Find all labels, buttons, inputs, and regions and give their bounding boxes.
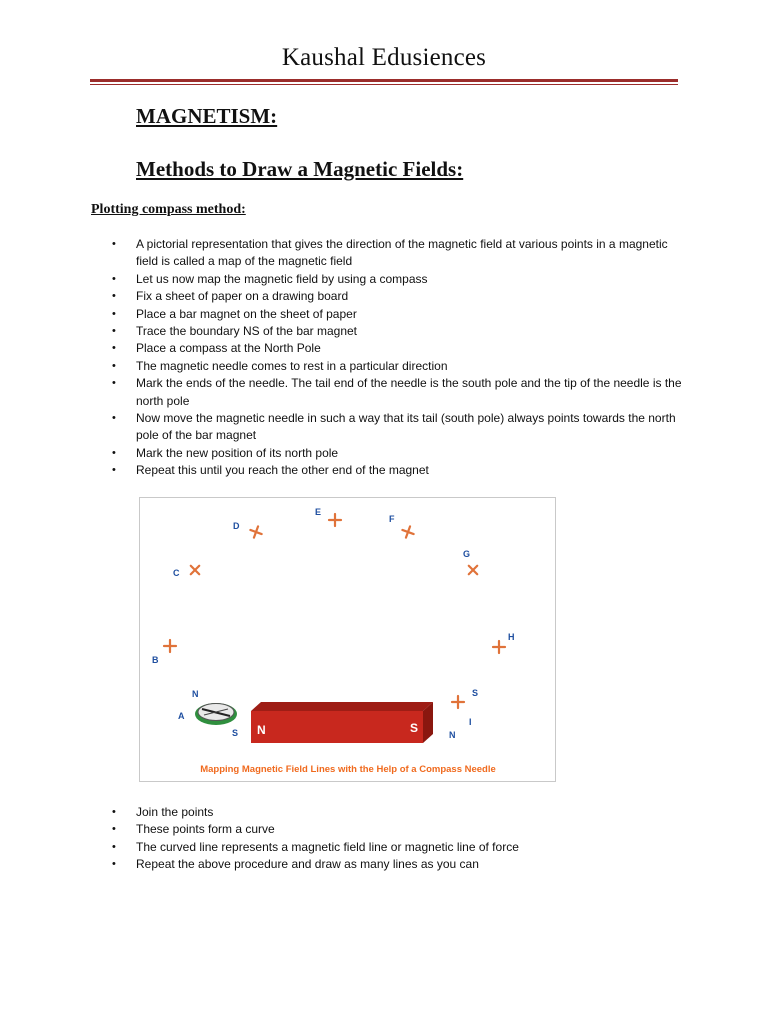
topic-heading: MAGNETISM: [136, 104, 278, 128]
bullet-list-procedure [0, 236, 768, 480]
label-c: C [173, 568, 180, 578]
list-item: • The magnetic needle comes to rest in a particular direction [0, 358, 768, 375]
list-item: • Let us now map the magnetic field by using a compass [0, 271, 768, 288]
list-item: • Place a bar magnet on the sheet of paper [0, 306, 768, 323]
label-g: G [463, 549, 471, 559]
end-south-label: S [472, 688, 479, 698]
label-e: E [315, 507, 322, 517]
end-north-label: N [449, 730, 456, 740]
figure-caption: Mapping Magnetic Field Lines with the Help of a Compass Needle [200, 764, 496, 775]
figure-svg [140, 498, 557, 783]
label-b: B [152, 655, 159, 665]
bar-magnet [251, 702, 433, 743]
list-item: • Now move the magnetic needle in such a way that its tail (south pole) always points towards the north pole of the bar magnet [0, 410, 768, 445]
magnet-north-label: N [257, 723, 266, 737]
subtopic-heading: Methods to Draw a Magnetic Fields: [136, 157, 464, 181]
label-f: F [389, 514, 395, 524]
list-item: • Fix a sheet of paper on a drawing board [0, 288, 768, 305]
list-item: • Repeat the above procedure and draw as many lines as you can [0, 856, 768, 873]
compass-mapping-figure [139, 497, 556, 782]
label-a: A [178, 711, 185, 721]
header-rule-thick [90, 79, 678, 82]
marker-i [452, 696, 464, 708]
marker-g [465, 562, 482, 579]
list-item: • Mark the ends of the needle. The tail end of the needle is the south pole and the tip of the needle is the north pole [0, 375, 768, 410]
list-item: • Repeat this until you reach the other end of the magnet [0, 462, 768, 479]
list-item: • Place a compass at the North Pole [0, 340, 768, 357]
section-heading: Plotting compass method: [91, 202, 246, 217]
compass-south-label: S [232, 728, 239, 738]
marker-d [248, 524, 263, 539]
label-d: D [233, 521, 240, 531]
list-item: • Trace the boundary NS of the bar magnet [0, 323, 768, 340]
list-item: • Mark the new position of its north pole [0, 445, 768, 462]
label-h: H [508, 632, 515, 642]
marker-h [493, 641, 505, 653]
compass-icon [195, 703, 237, 725]
list-item: • A pictorial representation that gives the direction of the magnetic field at various points in a magnetic field is called a map of the magnetic field [0, 236, 768, 271]
list-item: • These points form a curve [0, 821, 768, 838]
marker-c [187, 562, 204, 579]
header-title: Kaushal Edusiences [281, 44, 487, 71]
header-rule-thin [90, 84, 678, 85]
marker-f [400, 524, 415, 539]
compass-north-label: N [192, 689, 199, 699]
list-item: • The curved line represents a magnetic field line or magnetic line of force [0, 839, 768, 856]
marker-e [329, 514, 341, 526]
label-i: I [469, 717, 472, 727]
marker-b [164, 640, 176, 652]
magnet-south-label: S [410, 721, 419, 735]
list-item: • Join the points [0, 804, 768, 821]
bullet-list-conclusion [0, 804, 768, 874]
